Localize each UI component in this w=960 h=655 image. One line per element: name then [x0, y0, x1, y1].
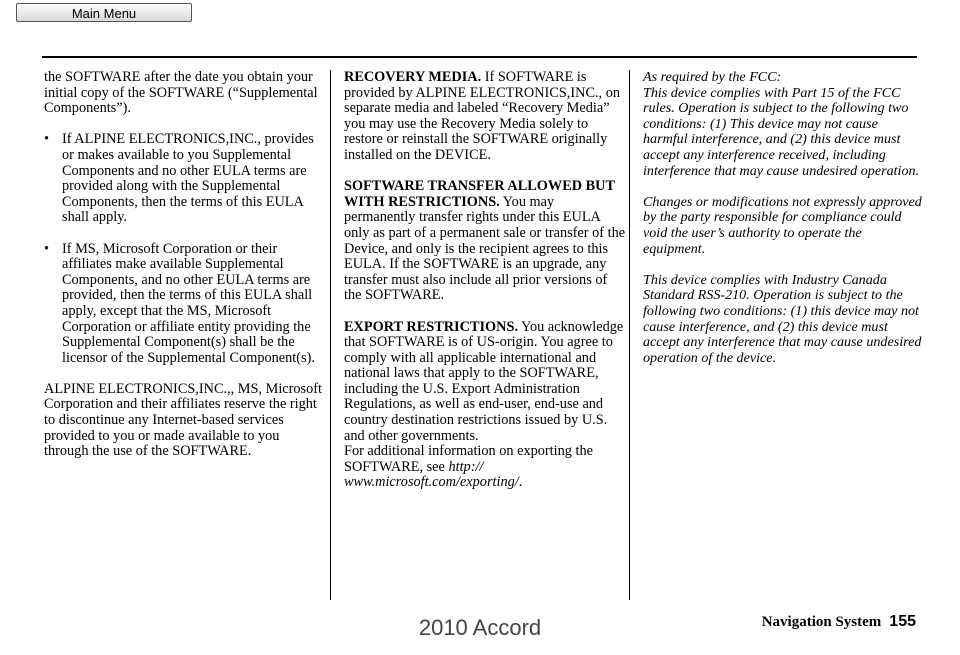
fcc-paragraph: [643, 70, 925, 179]
changes-paragraph: Changes or modifications not expressly approved by the party responsible for compliance could void the user’s authority to operate the equipment.: [643, 193, 922, 257]
fcc-lead: As required by the FCC:: [643, 69, 782, 85]
bullet-text: If ALPINE ELECTRONICS,INC., provides or makes available to you Supplemental Components and no other EULA terms are provided along with the Supplemental Components, then the terms of this EULA shall apply.: [62, 131, 314, 226]
header-rule: [42, 56, 917, 58]
bullet-icon: •: [44, 131, 50, 148]
export-link[interactable]: http:// www.microsoft.com/exporting/: [344, 458, 519, 491]
column-1: [44, 70, 326, 475]
transfer-text: You may permanently transfer rights under this EULA only as part of a permanent sale or transfer of the Device, and only is the recipient agrees to this EULA. If the SOFTWARE is an upgrade, any transfer must also include all prior versions of the SOFTWARE.: [344, 193, 626, 304]
watermark: 2010 Accord: [418, 615, 542, 640]
export-more-text: For additional information on exporting the SOFTWARE, see: [344, 443, 593, 475]
transfer-paragraph: [344, 179, 626, 304]
export-heading: EXPORT RESTRICTIONS.: [344, 318, 519, 335]
export-end: .: [518, 474, 523, 491]
export-more-paragraph: [344, 444, 626, 491]
bullet-icon: •: [44, 240, 50, 257]
column-divider: [330, 70, 331, 600]
main-menu-button[interactable]: Main Menu: [16, 3, 192, 22]
recovery-heading: RECOVERY MEDIA.: [344, 69, 482, 85]
column-divider: [629, 70, 630, 600]
recovery-text: If SOFTWARE is provided by ALPINE ELECTRONICS,INC., on separate media and labeled “Recovery Media” you may use the Recovery Media solely to restore or reinstall the SOFTWARE originally installed on the DEVICE.: [344, 69, 620, 163]
bullet-item: [44, 132, 326, 226]
section-title: Navigation System: [761, 614, 882, 630]
bullet-text: If MS, Microsoft Corporation or their affiliates make available Supplemental Components, and no other EULA terms are provided, then the terms of this EULA shall apply, except that the MS, Microsoft Corporation or affiliate entity providing the Supplemental Component(s) shall be the licensor of the Supplemental Component(s).: [62, 240, 315, 366]
canada-paragraph: This device complies with Industry Canada Standard RSS-210. Operation is subject to the following two conditions: (1) this device may not cause interference, and (2) this device must accept any interference that may cause undesired operation of the device.: [643, 271, 922, 366]
column-2: [344, 70, 626, 507]
export-paragraph: [344, 320, 626, 445]
export-text: You acknowledge that SOFTWARE is of US-origin. You agree to comply with all applicable international and national laws that apply to the SOFTWARE, including the U.S. Export Administration Regulations, as well as end-user, end-use and country destination restrictions issued by U.S. and other governments.: [344, 318, 624, 444]
bullet-item: [44, 242, 326, 367]
page-number: 155: [889, 613, 916, 630]
column-3: [643, 70, 925, 382]
intro-paragraph: the SOFTWARE after the date you obtain your initial copy of the SOFTWARE (“Supplemental Components”).: [44, 69, 318, 117]
recovery-paragraph: [344, 70, 626, 164]
closing-paragraph: ALPINE ELECTRONICS,INC.,, MS, Microsoft Corporation and their affiliates reserve the right to discontinue any Internet-based services provided to you or made available to you through the use of the SOFTWARE.: [44, 380, 322, 460]
fcc-text: This device complies with Part 15 of the FCC rules. Operation is subject to the following two conditions: (1) This device may not cause harmful interference, and (2) this device must accept any interference received, including interference that may cause undesired operation.: [643, 84, 920, 179]
transfer-heading: SOFTWARE TRANSFER ALLOWED BUT WITH RESTRICTIONS.: [344, 178, 615, 210]
